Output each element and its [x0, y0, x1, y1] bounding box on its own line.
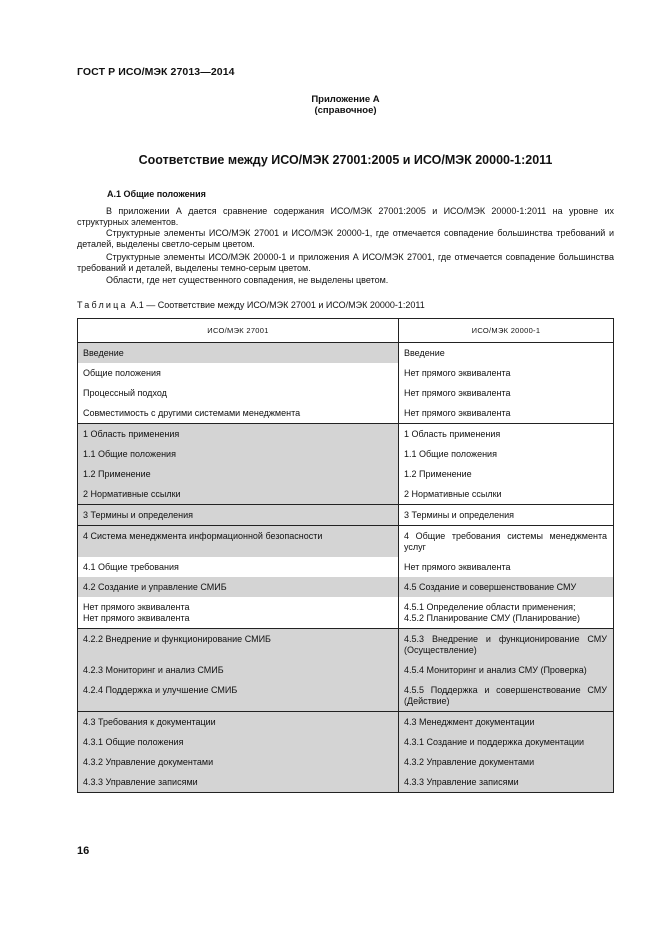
- table-cell-iso20000: [399, 444, 613, 464]
- table-cell-iso27001: [78, 383, 399, 403]
- table-cell-iso27001: [78, 660, 399, 680]
- annex-note: (справочное): [314, 105, 377, 116]
- table-cell-text: 4 Общие требования системы менеджмента услуг: [404, 531, 607, 552]
- table-cell-iso20000: [399, 526, 613, 557]
- table-cell-text: 4.3.1 Создание и поддержка документации: [404, 737, 585, 747]
- annex-label: Приложение А: [311, 94, 380, 105]
- table-cell-text: 1.1 Общие положения: [404, 449, 497, 459]
- table-cell-text: 4.3.2 Управление документами: [404, 757, 535, 767]
- table-cell-text: 4.3 Требования к документации: [83, 717, 216, 727]
- table-cell-text: Совместимость с другими системами менеджмента: [83, 408, 301, 418]
- table-cell-text: 4.3.1 Общие положения: [83, 737, 184, 747]
- table-cell-iso20000: [399, 505, 613, 525]
- annex-title: Соответствие между ИСО/МЭК 27001:2005 и ИСО/МЭК 20000-1:2011: [138, 153, 553, 167]
- table-row: [78, 383, 613, 403]
- table-cell-text: Нет прямого эквивалента: [404, 368, 511, 378]
- table-cell-iso20000: [399, 680, 613, 711]
- table-row-group: [78, 424, 613, 505]
- table-cell-text: 4.2.2 Внедрение и функционирование СМИБ: [83, 634, 271, 644]
- table-caption: [77, 300, 425, 310]
- table-cell-text: 4.5.3 Внедрение и функционирование СМУ (Осуществление): [404, 634, 607, 655]
- table-cell-text: 2 Нормативные ссылки: [83, 489, 181, 499]
- table-row: [78, 363, 613, 383]
- table-cell-iso20000: [399, 712, 613, 732]
- table-caption-prefix: Таблица: [77, 300, 128, 310]
- table-cell-text: 3 Термины и определения: [83, 510, 193, 520]
- table-row-group: [78, 526, 613, 629]
- table-row: [78, 484, 613, 504]
- table-cell-iso20000: [399, 557, 613, 577]
- table-row: [78, 577, 613, 597]
- table-row: [78, 712, 613, 732]
- table-cell-text: 4.3 Менеджмент документации: [404, 717, 535, 727]
- table-cell-iso27001: [78, 343, 399, 363]
- table-cell-iso20000: [399, 629, 613, 660]
- table-cell-iso27001: [78, 577, 399, 597]
- table-cell-text: Нет прямого эквивалента: [404, 388, 511, 398]
- table-cell-text: 4.2 Создание и управление СМИБ: [83, 582, 227, 592]
- table-cell-iso27001: [78, 629, 399, 660]
- table-cell-text: Процессный подход: [83, 388, 167, 398]
- comparison-table: [77, 318, 614, 793]
- table-cell-text: 4 Система менеджмента информационной безопасности: [83, 531, 323, 541]
- table-cell-iso27001: [78, 484, 399, 504]
- table-row: [78, 732, 613, 752]
- table-row: [78, 557, 613, 577]
- table-cell-iso20000: [399, 484, 613, 504]
- table-cell-iso20000: [399, 403, 613, 423]
- table-cell-iso20000: [399, 660, 613, 680]
- table-cell-iso27001: [78, 772, 399, 792]
- table-caption-text: А.1 — Соответствие между ИСО/МЭК 27001 и ИСО/МЭК 20000-1:2011: [130, 300, 425, 310]
- paragraph-1: [77, 206, 614, 228]
- paragraph-text: Области, где нет существенного совпадения, не выделены цветом.: [106, 275, 389, 285]
- table-row: [78, 343, 613, 363]
- table-cell-iso20000: [399, 363, 613, 383]
- table-cell-text: 1 Область применения: [404, 429, 501, 439]
- table-cell-iso27001: [78, 752, 399, 772]
- table-row: [78, 772, 613, 792]
- table-body: [78, 343, 613, 792]
- table-cell-iso27001: [78, 505, 399, 525]
- table-cell-text: 4.5.1 Определение области применения; 4.5.2 Планирование СМУ (Планирование): [404, 602, 580, 623]
- table-row: [78, 752, 613, 772]
- table-cell-iso20000: [399, 424, 613, 444]
- paragraph-text: Структурные элементы ИСО/МЭК 20000-1 и приложения А ИСО/МЭК 27001, где отмечается совпадение большинства требований и деталей, выделены темно-серым цветом.: [77, 252, 614, 273]
- table-cell-text: 1 Область применения: [83, 429, 180, 439]
- table-cell-iso27001: [78, 424, 399, 444]
- table-cell-text: Нет прямого эквивалента: [404, 562, 511, 572]
- table-cell-iso20000: [399, 772, 613, 792]
- table-cell-iso27001: [78, 712, 399, 732]
- table-cell-text: 2 Нормативные ссылки: [404, 489, 502, 499]
- table-cell-iso20000: [399, 732, 613, 752]
- table-cell-iso20000: [399, 464, 613, 484]
- paragraph-2: [77, 228, 614, 250]
- table-cell-text: Введение: [83, 348, 124, 358]
- table-cell-text: 4.3.3 Управление записями: [83, 777, 198, 787]
- page-number: 16: [77, 845, 90, 857]
- table-row: [78, 464, 613, 484]
- paragraph-text: В приложении А дается сравнение содержания ИСО/МЭК 27001:2005 и ИСО/МЭК 20000-1:2011 на уровне их структурных элементов.: [77, 206, 614, 227]
- table-row: [78, 444, 613, 464]
- table-cell-text: 4.5.5 Поддержка и совершенствование СМУ (Действие): [404, 685, 607, 706]
- paragraph-text: Структурные элементы ИСО/МЭК 27001 и ИСО/МЭК 20000-1, где отмечается совпадение большинства требований и деталей, выделены светло-серым цветом.: [77, 228, 614, 249]
- table-row-group: [78, 343, 613, 424]
- table-cell-text: Нет прямого эквивалента: [404, 408, 511, 418]
- table-cell-iso27001: [78, 680, 399, 711]
- table-cell-iso27001: [78, 557, 399, 577]
- table-cell-text: 4.5.4 Мониторинг и анализ СМУ (Проверка): [404, 665, 587, 675]
- table-row: [78, 629, 613, 660]
- table-row-group: [78, 505, 613, 526]
- table-cell-text: 3 Термины и определения: [404, 510, 514, 520]
- paragraph-3: [77, 252, 614, 274]
- table-row: [78, 597, 613, 628]
- table-cell-text: 1.2 Применение: [83, 469, 151, 479]
- table-cell-text: Нет прямого эквивалента Нет прямого эквивалента: [83, 602, 190, 623]
- table-cell-text: 4.1 Общие требования: [83, 562, 179, 572]
- table-row: [78, 680, 613, 711]
- table-cell-iso27001: [78, 597, 399, 628]
- table-cell-iso20000: [399, 752, 613, 772]
- table-cell-iso27001: [78, 444, 399, 464]
- table-cell-text: 1.1 Общие положения: [83, 449, 176, 459]
- table-row-group: [78, 712, 613, 792]
- table-cell-iso20000: [399, 597, 613, 628]
- table-cell-text: 4.2.4 Поддержка и улучшение СМИБ: [83, 685, 238, 695]
- table-cell-iso20000: [399, 383, 613, 403]
- table-cell-text: Введение: [404, 348, 445, 358]
- table-header-iso27001: ИСО/МЭК 27001: [78, 319, 399, 342]
- table-row-group: [78, 629, 613, 712]
- table-row: [78, 424, 613, 444]
- table-row: [78, 660, 613, 680]
- table-cell-iso27001: [78, 363, 399, 383]
- table-cell-text: 4.5 Создание и совершенствование СМУ: [404, 582, 577, 592]
- table-cell-text: Общие положения: [83, 368, 161, 378]
- table-cell-iso27001: [78, 732, 399, 752]
- table-header-iso20000: ИСО/МЭК 20000-1: [471, 326, 541, 335]
- table-row: [78, 403, 613, 423]
- table-cell-iso27001: [78, 403, 399, 423]
- document-code: ГОСТ Р ИСО/МЭК 27013—2014: [77, 66, 235, 78]
- table-cell-text: 4.3.3 Управление записями: [404, 777, 519, 787]
- table-row: [78, 505, 613, 525]
- table-cell-text: 1.2 Применение: [404, 469, 472, 479]
- table-cell-iso20000: [399, 577, 613, 597]
- table-row: [78, 526, 613, 557]
- table-header-row: [78, 319, 613, 343]
- table-cell-text: 4.2.3 Мониторинг и анализ СМИБ: [83, 665, 224, 675]
- section-heading: А.1 Общие положения: [107, 189, 206, 199]
- table-cell-iso27001: [78, 526, 399, 557]
- table-cell-iso20000: [399, 343, 613, 363]
- paragraph-4: [77, 275, 614, 286]
- table-cell-text: 4.3.2 Управление документами: [83, 757, 214, 767]
- table-cell-iso27001: [78, 464, 399, 484]
